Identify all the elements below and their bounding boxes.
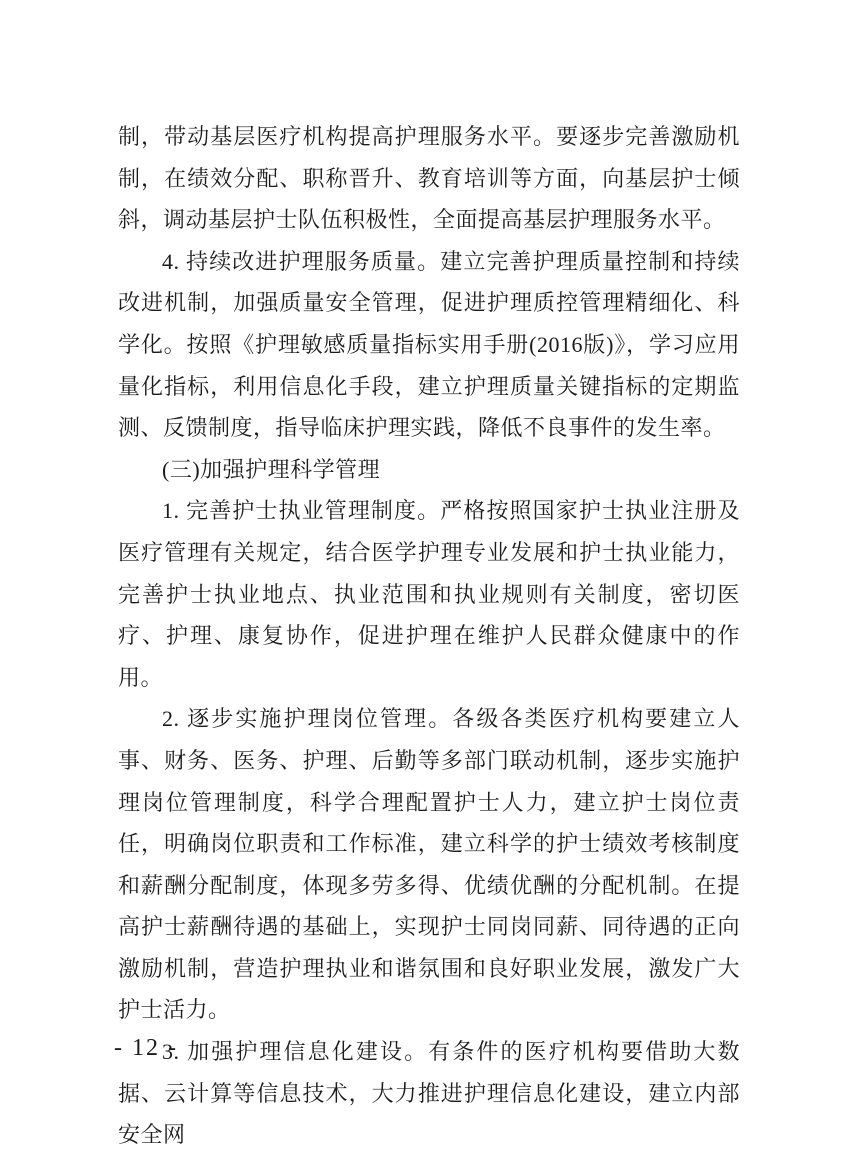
- paragraph-item-1-practice-management: 1. 完善护士执业管理制度。严格按照国家护士执业注册及医疗管理有关规定，结合医学护理专业发展和护士执业能力，完善护士执业地点、执业范围和执业规则有关制度，密切医疗、护理、康复协作，促进护理在维护人民群众健康中的作用。: [118, 498, 740, 690]
- paragraph-continuation: 制，带动基层医疗机构提高护理服务水平。要逐步完善激励机制，在绩效分配、职称晋升、教育培训等方面，向基层护士倾斜，调动基层护士队伍积极性，全面提高基层护理服务水平。: [118, 124, 740, 233]
- paragraph-item-4-quality-improvement: 4. 持续改进护理服务质量。建立完善护理质量控制和持续改进机制，加强质量安全管理，促进护理质控管理精细化、科学化。按照《护理敏感质量指标实用手册(2016版)》，学习应用量化指标，利用信息化手段，建立护理质量关键指标的定期监测、反馈制度，指导临床护理实践，降低不良事件的发生率。: [118, 248, 740, 441]
- page-number: - 12 -: [114, 1035, 178, 1061]
- section-heading-3-scientific-management: (三)加强护理科学管理: [162, 456, 381, 482]
- paragraph-item-3-informatization: 3. 加强护理信息化建设。有条件的医疗机构要借助大数据、云计算等信息技术，大力推进护理信息化建设，建立内部安全网: [118, 1039, 740, 1148]
- document-body-text: [118, 116, 740, 1156]
- paragraph-item-2-post-management: 2. 逐步实施护理岗位管理。各级各类医疗机构要建立人事、财务、医务、护理、后勤等多部门联动机制，逐步实施护理岗位管理制度，科学合理配置护士人力，建立护士岗位责任，明确岗位职责和工作标准，建立科学的护士绩效考核制度和薪酬分配制度，体现多劳多得、优绩优酬的分配机制。在提高护士薪酬待遇的基础上，实现护士同岗同薪、同待遇的正向激励机制，营造护理执业和谐氛围和良好职业发展，激发广大护士活力。: [118, 706, 740, 1023]
